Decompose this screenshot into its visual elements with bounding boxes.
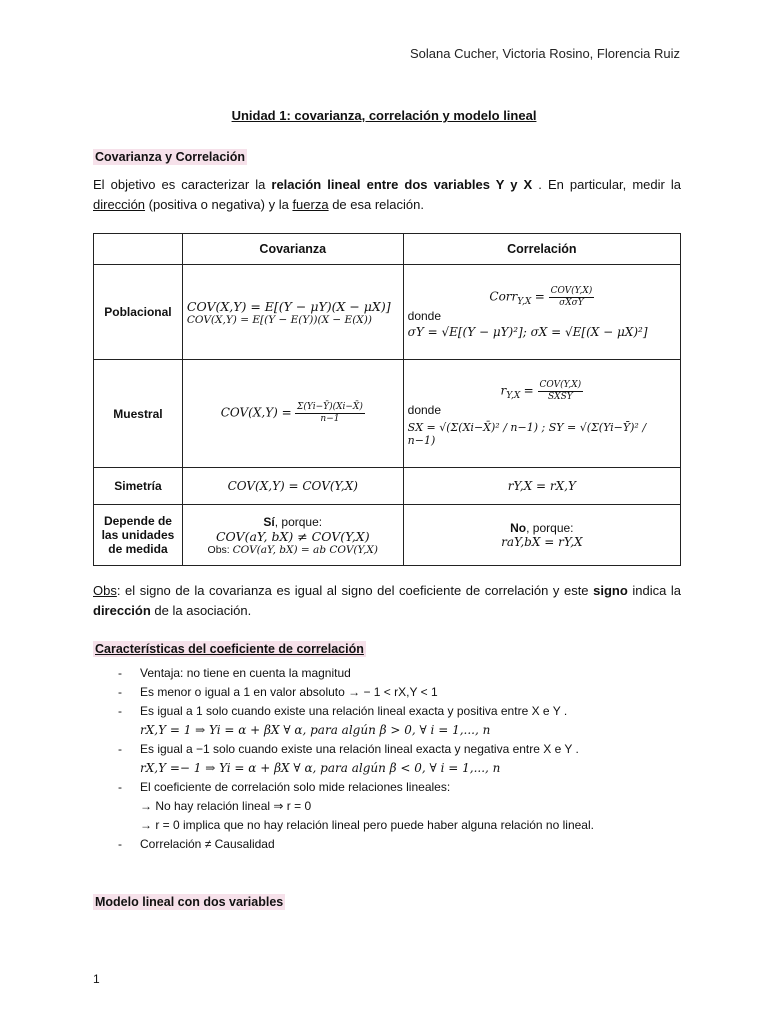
section-heading-caracteristicas: Características del coeficiente de correlación [95,642,364,656]
list-item-formula: rX,Y = 1 ⇒ Yi = α + βX ∀ α, para algún β > 0, ∀ i = 1,..., n [140,723,491,737]
cov-poblacional: COV(X,Y) = E[(Y − μY)(X − μX)] COV(X,Y) = E[(Y − E(Y))(X − E(X)) [182,265,403,360]
section-heading-covarianza: Covarianza y Correlación [95,150,246,164]
corr-muestral: $r_{Y,X}$ = $\frac{\text{COV(Y,X)}}{\text{SXSY}}$ donde SX = √(Σ(Xi−X̄)² / n−1) ; SY = √(Σ(Yi−Ȳ)² / n−1) [403,360,680,468]
row-label-muestral: Muestral [94,360,183,468]
row-label-unidades: Depende de las unidades de medida [94,505,183,566]
page-title: Unidad 1: covarianza, correlación y modelo lineal [231,108,537,123]
table-row-unidades [94,505,681,566]
row-label-poblacional: Poblacional [94,265,183,360]
authors-header: Solana Cucher, Victoria Rosino, Florencia Ruiz [409,46,680,61]
list-item: - Es igual a 1 solo cuando existe una relación lineal exacta y positiva entre X e Y . [120,702,680,721]
row-label-simetria: Simetría [94,468,183,505]
list-item: - Correlación ≠ Causalidad [120,835,680,854]
list-item-sub: → r = 0 implica que no hay relación lineal pero puede haber alguna relación no lineal. [140,818,594,832]
cov-muestral: COV(X,Y) = $\frac{\Sigma(Yi-Ȳ)(Xi-X̄)}{n-1}$ [182,360,403,468]
list-item: - Es igual a −1 solo cuando existe una relación lineal exacta y negativa entre X e Y . [120,740,680,759]
characteristics-list [120,664,680,854]
list-item-formula: rX,Y =− 1 ⇒ Yi = α + βX ∀ α, para algún β < 0, ∀ i = 1,..., n [140,761,501,775]
table-header-row [94,234,681,265]
corr-simetria: rY,X = rX,Y [403,468,680,505]
header-covarianza: Covarianza [182,234,403,265]
corr-unidades: No, porque: raY,bX = rY,X [403,505,680,566]
list-item: - Es menor o igual a 1 en valor absoluto → − 1 < rX,Y < 1 [120,683,680,702]
obs-paragraph: Obs: el signo de la covarianza es igual al signo del coeficiente de correlación y este signo indica la dirección de la asociación. [93,583,681,618]
section-heading-modelo: Modelo lineal con dos variables [95,895,284,909]
header-correlacion: Correlación [403,234,680,265]
table-row-poblacional [94,265,681,360]
list-item: - El coeficiente de correlación solo mide relaciones lineales: [120,778,680,797]
list-item: - Ventaja: no tiene en cuenta la magnitud [120,664,680,683]
table-row-muestral [94,360,681,468]
intro-paragraph: El objetivo es caracterizar la relación lineal entre dos variables Y y X . En particular, medir la dirección (positiva o negativa) y la fuerza de esa relación. [93,177,681,212]
corr-poblacional: Corr$_{Y,X}$ = $\frac{\text{COV(Y,X)}}{\text{σXσY}}$ donde σY = √E[(Y − μY)²]; σX = √E[(X − μX)²] [403,265,680,360]
cov-unidades: Sí, porque: COV(aY, bX) ≠ COV(Y,X) Obs: COV(aY, bX) = ab COV(Y,X) [182,505,403,566]
table-row-simetria [94,468,681,505]
comparison-table [93,233,681,566]
header-empty-cell [94,234,183,265]
list-item-sub: → No hay relación lineal ⇒ r = 0 [140,799,312,813]
page-number: 1 [93,972,100,986]
cov-simetria: COV(X,Y) = COV(Y,X) [182,468,403,505]
